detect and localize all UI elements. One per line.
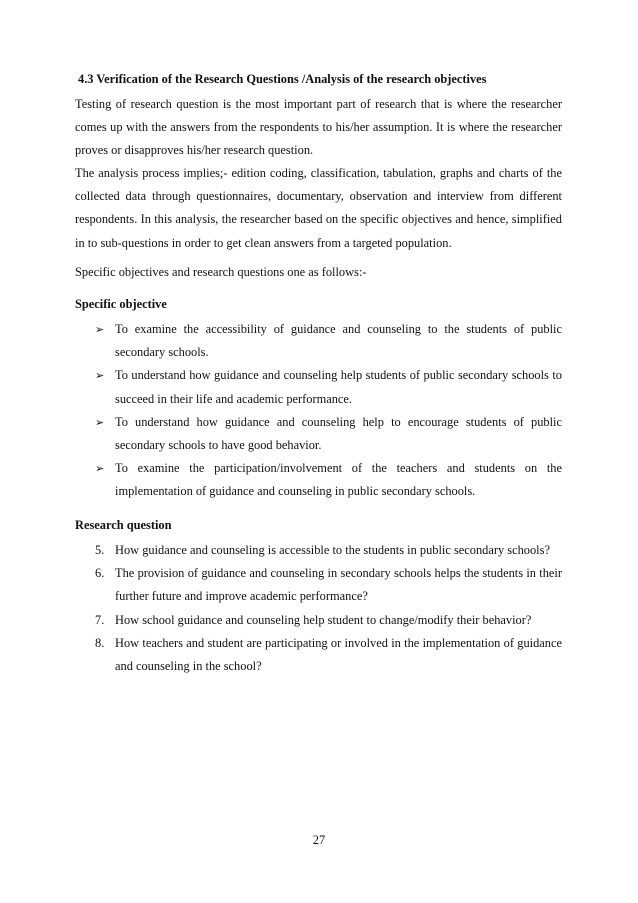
paragraph-testing: Testing of research question is the most important part of research that is where the researcher comes up with the answers from the respondents to his/her assumption. It is where the researcher proves or disapproves his/her research question. xyxy=(75,97,562,158)
question-item xyxy=(95,609,562,632)
question-text: How school guidance and counseling help student to change/modify their behavior? xyxy=(115,612,532,627)
question-number: 7. xyxy=(95,612,105,627)
paragraph-analysis-process: The analysis process implies;- edition coding, classification, tabulation, graphs and charts of the collected data through questionnaires, documentary, observation and interview from different respondents. In this analysis, the researcher based on the specific objectives and hence, simplified in to sub-questions in order to get clean answers from a targeted population. xyxy=(75,166,562,250)
section-heading: 4.3 Verification of the Research Questions /Analysis of the research objectives xyxy=(78,72,487,86)
question-number: 6. xyxy=(95,566,105,581)
question-item xyxy=(95,539,562,562)
question-number: 8. xyxy=(95,635,105,650)
page-number: 27 xyxy=(312,833,326,847)
objective-item: ➢ To understand how guidance and counseling help to encourage students of public secondary schools to have good behavior. xyxy=(95,411,562,457)
question-item xyxy=(95,632,562,678)
objective-item: ➢ To understand how guidance and counseling help students of public secondary schools to succeed in their life and academic performance. xyxy=(95,364,562,410)
research-question-list xyxy=(95,539,562,678)
question-text: How guidance and counseling is accessible to the students in public secondary schools? xyxy=(115,543,550,557)
specific-objective-heading: Specific objective xyxy=(75,297,167,311)
question-text: The provision of guidance and counseling in secondary schools helps the students in their further future and improve academic performance? xyxy=(115,566,562,604)
question-number: 5. xyxy=(95,543,105,557)
objective-item: ➢ To examine the accessibility of guidance and counseling to the students of public secondary schools. xyxy=(95,318,562,364)
specific-objective-list xyxy=(95,318,562,504)
question-text: How teachers and student are participating or involved in the implementation of guidance and counseling in the school? xyxy=(115,635,562,674)
research-question-heading: Research question xyxy=(75,518,172,532)
question-item xyxy=(95,562,562,608)
objective-item: ➢ To examine the participation/involvement of the teachers and students on the implementation of guidance and counseling in public secondary schools. xyxy=(95,457,562,503)
paragraph-intro-list: Specific objectives and research questions one as follows:- xyxy=(75,265,367,279)
